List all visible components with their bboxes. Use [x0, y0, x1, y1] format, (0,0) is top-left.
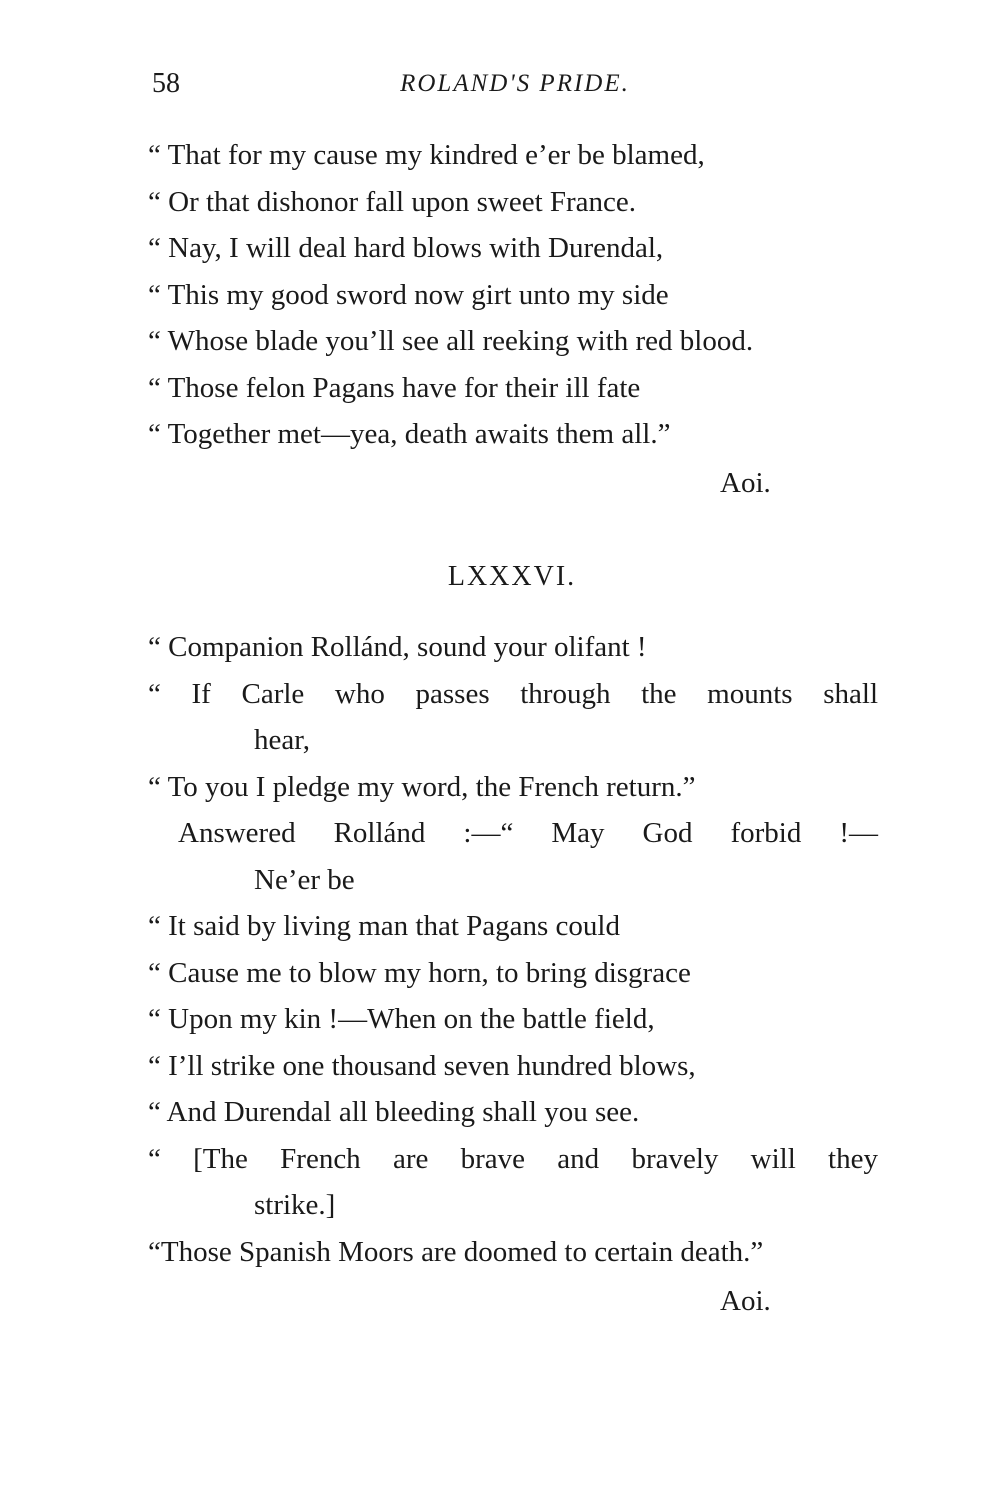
- verse-line-continuation: strike.]: [254, 1189, 336, 1221]
- verse-line: “ Companion Rollánd, sound your olifant !: [148, 631, 647, 663]
- verse-line: “Those Spanish Moors are doomed to certain death.”: [148, 1235, 764, 1268]
- verse-line: “ Whose blade you’ll see all reeking with red blood.: [148, 325, 754, 357]
- verse-line: “ Or that dishonor fall upon sweet France.: [148, 185, 637, 218]
- refrain-aoi: Aoi.: [720, 467, 771, 499]
- verse-line: “ To you I pledge my word, the French return.”: [148, 770, 696, 803]
- verse-line: “ Together met—yea, death awaits them all.”: [148, 418, 671, 450]
- verse-line: Answered Rollánd :—“ May God forbid !—: [178, 817, 878, 849]
- verse-line: “ That for my cause my kindred e’er be blamed,: [148, 139, 705, 171]
- verse-line-continuation: Ne’er be: [254, 863, 355, 896]
- verse-line: “ It said by living man that Pagans could: [148, 910, 620, 942]
- verse-line: “ [The French are brave and bravely will they: [148, 1142, 878, 1175]
- running-title: ROLAND'S PRIDE.: [400, 70, 630, 97]
- verse-line: “ Those felon Pagans have for their ill fate: [148, 371, 641, 404]
- verse-line: “ Nay, I will deal hard blows with Durendal,: [148, 232, 664, 264]
- verse-line: “ This my good sword now girt unto my side: [148, 278, 669, 311]
- verse-line: “ Upon my kin !—When on the battle field,: [148, 1003, 655, 1035]
- verse-line: “ I’ll strike one thousand seven hundred blows,: [148, 1049, 696, 1082]
- page-number: 58: [152, 68, 180, 99]
- refrain-aoi: Aoi.: [720, 1285, 771, 1317]
- section-heading: LXXXVI.: [447, 561, 577, 592]
- verse-line: “ If Carle who passes through the mounts shall: [148, 677, 878, 710]
- verse-line-continuation: hear,: [254, 724, 310, 756]
- stanza-2: [148, 624, 878, 1275]
- verse-line: “ Cause me to blow my horn, to bring disgrace: [148, 956, 691, 989]
- stanza-1: [148, 132, 878, 458]
- verse-line: “ And Durendal all bleeding shall you see.: [148, 1096, 640, 1128]
